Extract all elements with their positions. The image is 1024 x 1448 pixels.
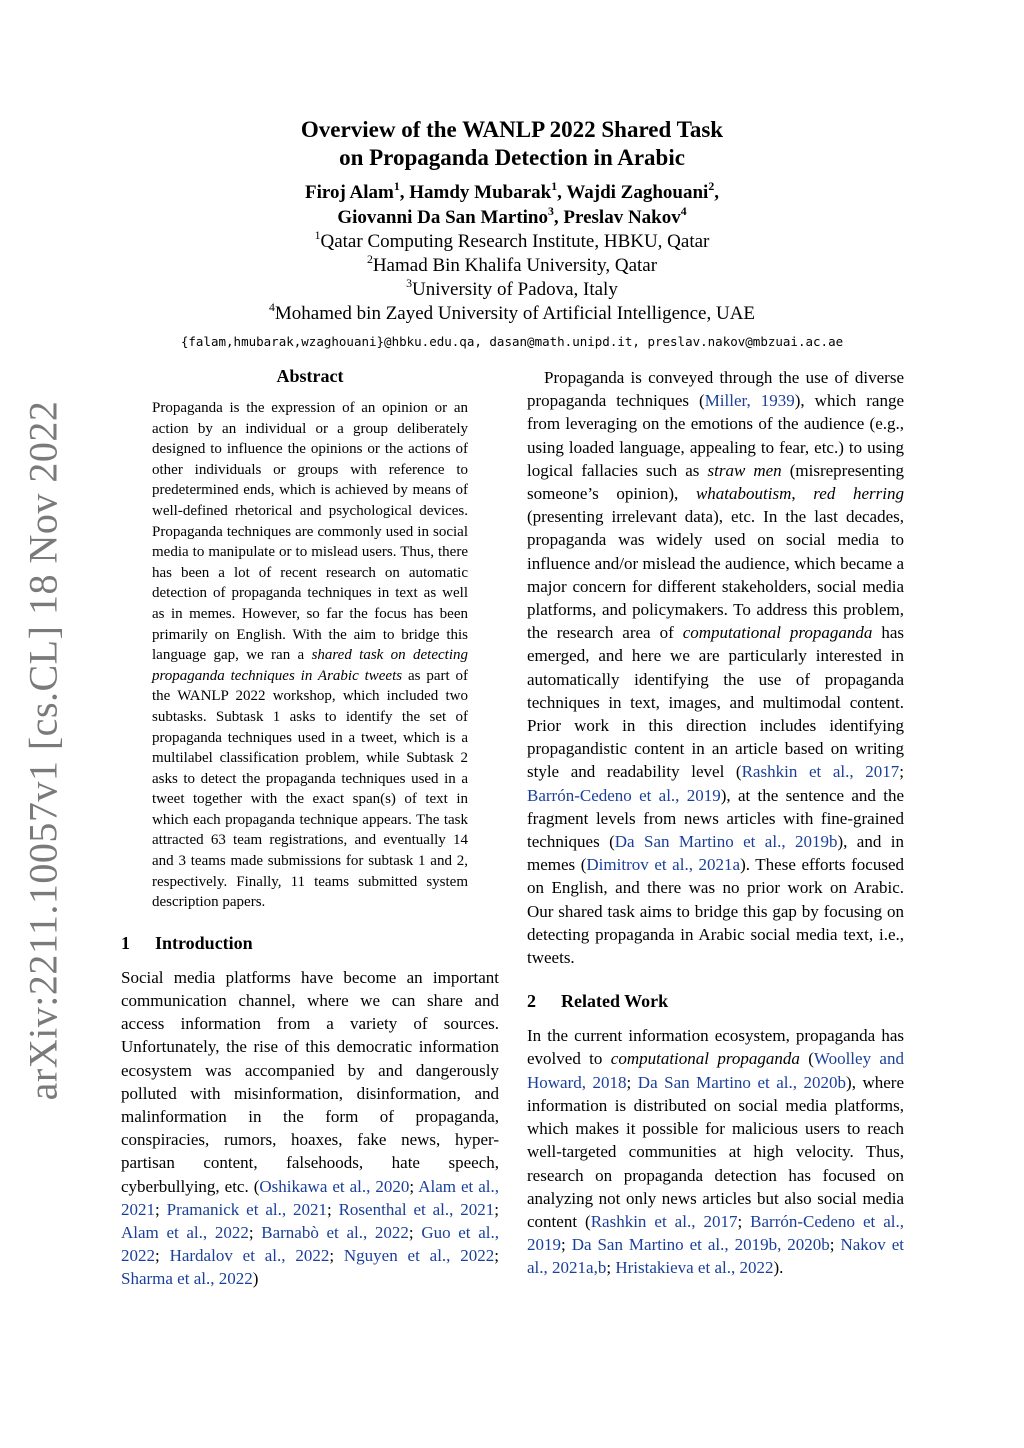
emphasis: whataboutism xyxy=(695,484,792,504)
citation-link[interactable]: Nakov et al., 2021a,b xyxy=(527,1235,905,1278)
abstract-emphasis: shared task on detecting propaganda techniques in Arabic tweets xyxy=(152,647,468,684)
affil-text: Qatar Computing Research Institute, HBKU, Qatar xyxy=(320,231,710,252)
citation-link[interactable]: Rashkin et al., 2017 xyxy=(741,762,900,782)
citation-link[interactable]: Sharma et al., 2022 xyxy=(121,1269,253,1289)
citation-link[interactable]: Miller, 1939 xyxy=(704,391,795,411)
citation-link[interactable]: Alam et al., 2021 xyxy=(121,1176,499,1219)
author-affil-mark: 1 xyxy=(551,179,558,193)
body-part: (misrepresenting someone’s opinion), xyxy=(527,460,904,504)
citation-link[interactable]: Woolley and Howard, 2018 xyxy=(527,1049,904,1092)
left-column xyxy=(121,366,499,1291)
right-column xyxy=(527,366,904,1280)
section-heading-related-work xyxy=(527,991,904,1012)
section-title: Introduction xyxy=(155,932,253,953)
title-line-1: Overview of the WANLP 2022 Shared Task xyxy=(300,117,724,142)
citation-link[interactable]: Barrón-Cedeno et al., 2019 xyxy=(527,1211,904,1255)
author-sep: , xyxy=(553,207,564,228)
author-affil-mark: 4 xyxy=(680,204,687,218)
affiliation xyxy=(120,302,904,326)
affil-text: University of Padova, Italy xyxy=(412,279,618,300)
section-number: 2 xyxy=(527,991,536,1012)
author-list xyxy=(120,180,904,230)
title-line-2: on Propaganda Detection in Arabic xyxy=(339,145,685,170)
emphasis: straw men xyxy=(707,460,782,480)
body-part: Social media platforms have become an important communication channel, where we can share and access information from a variety of sources. Unfortunately, the rise of this democratic information ecosystem was accompanied by and dangerously polluted with misinformation, disinformation, and malinformation in the form of propaganda, conspiracies, rumors, hoaxes, fake news, hyper-partisan content, falsehoods, hate speech, cyberbullying, etc. ( xyxy=(121,967,499,1196)
abstract-part: as part of the WANLP 2022 workshop, which included two subtasks. Subtask 1 asks to identify the set of propaganda techniques used in a tweet, which is a multilabel classification problem, while Subtask 2 asks to detect the propaganda techniques used in a tweet together with the exact span(s) of text in which each propaganda technique appears. The task attracted 63 team registrations, and eventually 14 and 3 teams made submissions for subtask 1 and 2, respectively. Finally, 11 teams submitted system description papers. xyxy=(152,667,469,911)
authors-line-2 xyxy=(120,205,904,230)
citation-link[interactable]: Dimitrov et al., 2021a xyxy=(586,855,741,875)
author-sep: , xyxy=(399,182,410,203)
author-sep: , xyxy=(557,182,567,203)
author-affil-mark: 3 xyxy=(548,204,554,218)
citation-link[interactable]: Hristakieva et al., 2022 xyxy=(615,1258,774,1278)
author-name: Hamdy Mubarak xyxy=(409,182,552,203)
body-part: ( xyxy=(799,1049,814,1069)
author-affil-mark: 2 xyxy=(708,179,715,193)
propaganda-paragraph: Propaganda is conveyed through the use of diverse propaganda techniques (Miller, 1939), which range from leveraging on the emotions of the audience (e.g., using loaded language, appealing to fear, etc.) to using logical fallacies such as straw men (misrepresenting someone’s opinion), whataboutism, red herring (presenting irrelevant data), etc. In the last decades, propaganda was widely used on social media to influence and/or mislead the audience, which became a major concern for different stakeholders, social media platforms, and policymakers. To address this problem, the research area of computational propaganda has emerged, and here we are particularly interested in automatically identifying the use of propaganda techniques in text, images, and multimodal content. Prior work in this direction includes identifying propagandistic content in an article based on writing style and readability level (Rashkin et al., 2017; Barrón-Cedeno et al., 2019), at the sentence and the fragment levels from news articles with fine-grained techniques (Da San Martino et al., 2019b), and in memes (Dimitrov et al., 2021a). These efforts focused on English, and there was no prior work on Arabic. Our shared task aims to bridge this gap by focusing on detecting propaganda in Arabic social media text, i.e., tweets. xyxy=(527,368,904,968)
citation-link[interactable]: Oshikawa et al., 2020 xyxy=(259,1176,410,1196)
citation-link[interactable]: Barnabò et al., 2022 xyxy=(261,1223,409,1243)
body-part: ), where information is distributed on social media platforms, which makes it possible for malicious users to reach well-targeted communities at high velocity. Thus, research on propaganda detection has focused on analyzing not only news articles but also social media content ( xyxy=(527,1072,905,1231)
body-part: , xyxy=(791,484,814,504)
citation-link[interactable]: Hardalov et al., 2022 xyxy=(169,1246,330,1266)
body-part: (presenting irrelevant data), etc. In the last decades, propaganda was widely used on social media to influence and/or mislead the audience, which became a major concern for different stakeholders, social media platforms, and policymakers. To address this problem, the research area of xyxy=(527,507,904,643)
author-name: Wajdi Zaghouani xyxy=(566,182,709,203)
affiliation xyxy=(120,278,904,302)
body-part: ). xyxy=(773,1258,784,1278)
author-name: Preslav Nakov xyxy=(563,207,681,228)
section-heading-introduction xyxy=(121,933,499,954)
authors-line-1 xyxy=(120,180,904,205)
affil-mark: 3 xyxy=(406,276,413,290)
citation-link[interactable]: Rashkin et al., 2017 xyxy=(590,1211,738,1231)
author-emails: {falam,hmubarak,wzaghouani}@hbku.edu.qa, dasan@math.unipd.it, preslav.nakov@mbzuai.ac.ae xyxy=(180,334,844,349)
citation-link[interactable]: Barrón-Cedeno et al., 2019 xyxy=(527,785,721,805)
affiliation xyxy=(120,230,904,254)
section-number: 1 xyxy=(121,932,130,953)
section-title: Related Work xyxy=(561,991,669,1012)
citation-link[interactable]: Nguyen et al., 2022 xyxy=(343,1246,495,1266)
author-name: Firoj Alam xyxy=(305,182,394,203)
introduction-paragraph: Social media platforms have become an important communication channel, where we can share and access information from a variety of sources. Unfortunately, the rise of this democratic information ecosystem was accompanied by and dangerously polluted with misinformation, disinformation, and malinformation in the form of propaganda, conspiracies, rumors, hoaxes, fake news, hyper-partisan content, falsehoods, hate speech, cyberbullying, etc. (Oshikawa et al., 2020; Alam et al., 2021; Pramanick et al., 2021; Rosenthal et al., 2021; Alam et al., 2022; Barnabò et al., 2022; Guo et al., 2022; Hardalov et al., 2022; Nguyen et al., 2022; Sharma et al., 2022) xyxy=(121,967,499,1289)
citation-link[interactable]: Guo et al., 2022 xyxy=(121,1223,499,1266)
abstract-part: Propaganda is the expression of an opinion or an action by an individual or a group deliberately designed to influence the opinions or the actions of other individuals or groups with reference to predetermined ends, which is achieved by means of well-defined rhetorical and psychological devices. Propaganda techniques are commonly used in social media to manipulate or to mislead users. Thus, there has been a lot of recent research on automatic detection of propaganda techniques in text as well as in memes. However, so far the focus has been primarily on English. With the aim to bridge this language gap, we ran a xyxy=(152,400,468,664)
affil-mark: 1 xyxy=(314,228,321,242)
citation-link[interactable]: Rosenthal et al., 2021 xyxy=(338,1199,495,1219)
body-part: ), which range from leveraging on the emotions of the audience (e.g., using loaded language, appealing to fear, etc.) to using logical fallacies such as xyxy=(527,391,904,480)
author-sep: , xyxy=(714,182,719,203)
affil-mark: 4 xyxy=(268,300,275,314)
body-part: ) xyxy=(252,1269,259,1289)
citation-link[interactable]: Alam et al., 2022 xyxy=(121,1223,249,1243)
body-part: has emerged, and here we are particularly interested in automatically identifying the use of propaganda techniques in text, images, and multimodal content. Prior work in this direction includes identifying propagandistic content in an article based on writing style and readability level ( xyxy=(527,623,904,782)
affil-text: Mohamed bin Zayed University of Artificial Intelligence, UAE xyxy=(274,303,756,324)
body-part: In the current information ecosystem, propaganda has evolved to xyxy=(527,1026,904,1069)
affiliation xyxy=(120,254,904,278)
emphasis: red herring xyxy=(813,484,904,504)
affil-text: Hamad Bin Khalifa University, Qatar xyxy=(372,255,658,276)
citation-link[interactable]: Da San Martino et al., 2019b, 2020b xyxy=(571,1235,830,1255)
paper-title xyxy=(120,116,904,172)
author-affil-mark: 1 xyxy=(393,179,400,193)
related-work-paragraph: In the current information ecosystem, propaganda has evolved to computational propaganda (Woolley and Howard, 2018; Da San Martino et al., 2020b), where information is distributed on social media platforms, which makes it possible for malicious users to reach well-targeted communities at high velocity. Thus, research on propaganda detection has focused on analyzing not only news articles but also social media content (Rashkin et al., 2017; Barrón-Cedeno et al., 2019; Da San Martino et al., 2019b, 2020b; Nakov et al., 2021a,b; Hristakieva et al., 2022). xyxy=(527,1026,905,1278)
emphasis: computational propaganda xyxy=(682,623,873,643)
abstract-heading: Abstract xyxy=(276,366,344,386)
body-part: ), at the sentence and the fragment levels from news articles with fine-grained techniques ( xyxy=(527,785,904,852)
body-part: Propaganda is conveyed through the use of diverse propaganda techniques ( xyxy=(527,368,904,411)
emphasis: computational propaganda xyxy=(610,1049,800,1069)
citation-link[interactable]: Da San Martino et al., 2020b xyxy=(637,1072,847,1092)
citation-link[interactable]: Pramanick et al., 2021 xyxy=(166,1199,327,1219)
arxiv-stamp xyxy=(8,400,78,1100)
citation-link[interactable]: Da San Martino et al., 2019b xyxy=(614,832,838,852)
body-part: ). These efforts focused on English, and there was no prior work on Arabic. Our shared task aims to bridge this gap by focusing on detecting propaganda in Arabic social media text, i.e., tweets. xyxy=(527,855,904,968)
author-name: Giovanni Da San Martino xyxy=(337,207,548,228)
paper-header xyxy=(120,116,904,349)
affil-mark: 2 xyxy=(366,252,373,266)
abstract-text xyxy=(152,398,468,913)
arxiv-identifier: arXiv:2211.10057v1 [cs.CL] 18 Nov 2022 xyxy=(20,400,66,1100)
body-part: ), and in memes ( xyxy=(527,832,904,875)
